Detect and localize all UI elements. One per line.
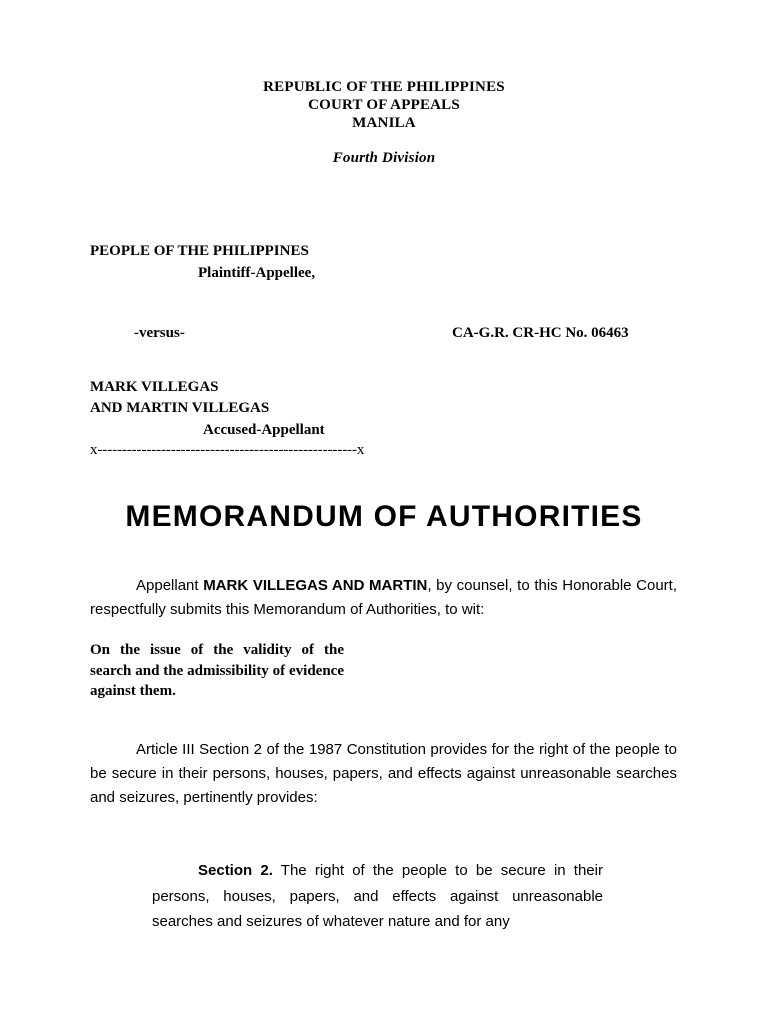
- article-paragraph: [90, 738, 677, 810]
- accused-role: Accused-Appellant: [203, 422, 325, 438]
- plaintiff-role: Plaintiff-Appellee,: [198, 265, 316, 281]
- case-number: CA-G.R. CR-HC No. 06463: [452, 325, 629, 341]
- quote-text: The right of the people to be secure in their persons, houses, papers, and effects against unreasonable searches and seizures of whatever nature and for any: [152, 862, 603, 930]
- accused-name-line2: AND MARTIN VILLEGAS: [90, 400, 270, 416]
- versus-label: -versus-: [134, 325, 185, 341]
- intro-paragraph: [90, 574, 677, 622]
- republic-heading: REPUBLIC OF THE PHILIPPINES: [263, 79, 505, 95]
- quote-section-label: Section 2.: [198, 862, 273, 879]
- document-title: MEMORANDUM OF AUTHORITIES: [125, 500, 643, 533]
- plaintiff-name: PEOPLE OF THE PHILIPPINES: [90, 243, 309, 259]
- constitution-quote: [152, 858, 603, 935]
- article-text: Article III Section 2 of the 1987 Constitution provides for the right of the people to be secure in their persons, houses, papers, and effects against unreasonable searches and seizures, pertinently provides:: [90, 741, 677, 806]
- appellant-names: MARK VILLEGAS AND MARTIN: [203, 577, 428, 594]
- accused-name-line1: MARK VILLEGAS: [90, 379, 219, 395]
- issue-heading: On the issue of the validity of the search and the admissibility of evidence against them.: [90, 642, 344, 699]
- court-heading: COURT OF APPEALS: [308, 97, 460, 113]
- intro-lead: Appellant: [136, 577, 204, 594]
- division-heading: Fourth Division: [332, 150, 436, 166]
- intro-rest: , by counsel, to this Honorable Court, respectfully submits this Memorandum of Authorities, to wit:: [90, 577, 677, 618]
- caption-separator: x-----------------------------------------------------x: [90, 442, 365, 458]
- city-heading: MANILA: [352, 115, 416, 131]
